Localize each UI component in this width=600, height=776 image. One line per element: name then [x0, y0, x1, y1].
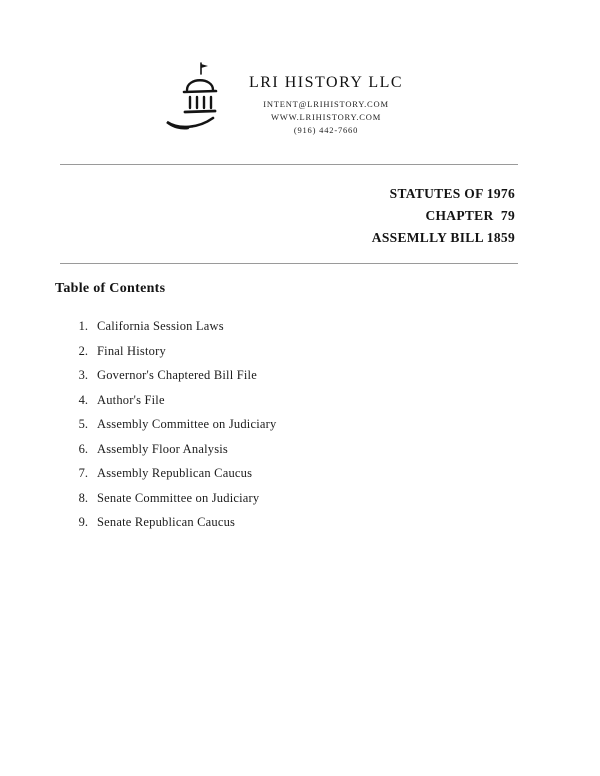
toc-item-label: Assembly Republican Caucus [97, 466, 253, 480]
toc-item-number: 6. [78, 441, 88, 456]
toc-item-number: 7. [78, 466, 88, 480]
toc-item-number: 8. [78, 490, 88, 505]
capitol-dome-logo-icon [161, 58, 227, 142]
toc-item-label: Assembly Floor Analysis [97, 441, 228, 456]
letterhead [0, 0, 600, 142]
toc-item-label: Senate Republican Caucus [97, 515, 236, 529]
toc-list-item [70, 388, 600, 413]
toc-list-item [70, 486, 600, 511]
toc-item-number: 2. [78, 343, 88, 358]
toc-title: Table of Contents [55, 281, 166, 296]
toc-item-label: California Session Laws [97, 319, 224, 333]
toc-item-number: 1. [78, 319, 88, 333]
toc-item-label: Governor's Chaptered Bill File [97, 368, 257, 382]
toc-list-item [70, 339, 600, 364]
toc-item-label: Final History [97, 343, 166, 358]
company-website: WWW.LRIHISTORY.COM [270, 112, 382, 122]
document-info-line: CHAPTER 79 [425, 208, 515, 223]
document-info [0, 183, 600, 249]
toc-list-item [70, 412, 600, 437]
divider-top [60, 164, 518, 165]
document-info-line: STATUTES OF 1976 [389, 186, 515, 201]
toc-item-label: Author's File [97, 392, 165, 407]
company-email: INTENT@LRIHISTORY.COM [263, 99, 389, 109]
toc-list-item [70, 510, 600, 535]
company-name: LRI HISTORY LLC [248, 74, 404, 91]
letterhead-text [249, 58, 403, 137]
company-phone: (916) 442-7660 [293, 125, 359, 135]
toc-item-number: 4. [78, 392, 88, 407]
toc-list [55, 314, 600, 535]
table-of-contents [0, 281, 600, 535]
toc-item-number: 5. [78, 417, 88, 431]
toc-item-number: 9. [78, 515, 88, 529]
toc-list-item [70, 363, 600, 388]
toc-list-item [70, 437, 600, 462]
document-info-line: ASSEMLLY BILL 1859 [371, 230, 515, 245]
toc-list-item [70, 461, 600, 486]
toc-item-label: Assembly Committee on Judiciary [97, 417, 277, 431]
toc-item-label: Senate Committee on Judiciary [97, 490, 260, 505]
toc-list-item [70, 314, 600, 339]
divider-middle [60, 263, 518, 264]
toc-item-number: 3. [78, 368, 88, 382]
